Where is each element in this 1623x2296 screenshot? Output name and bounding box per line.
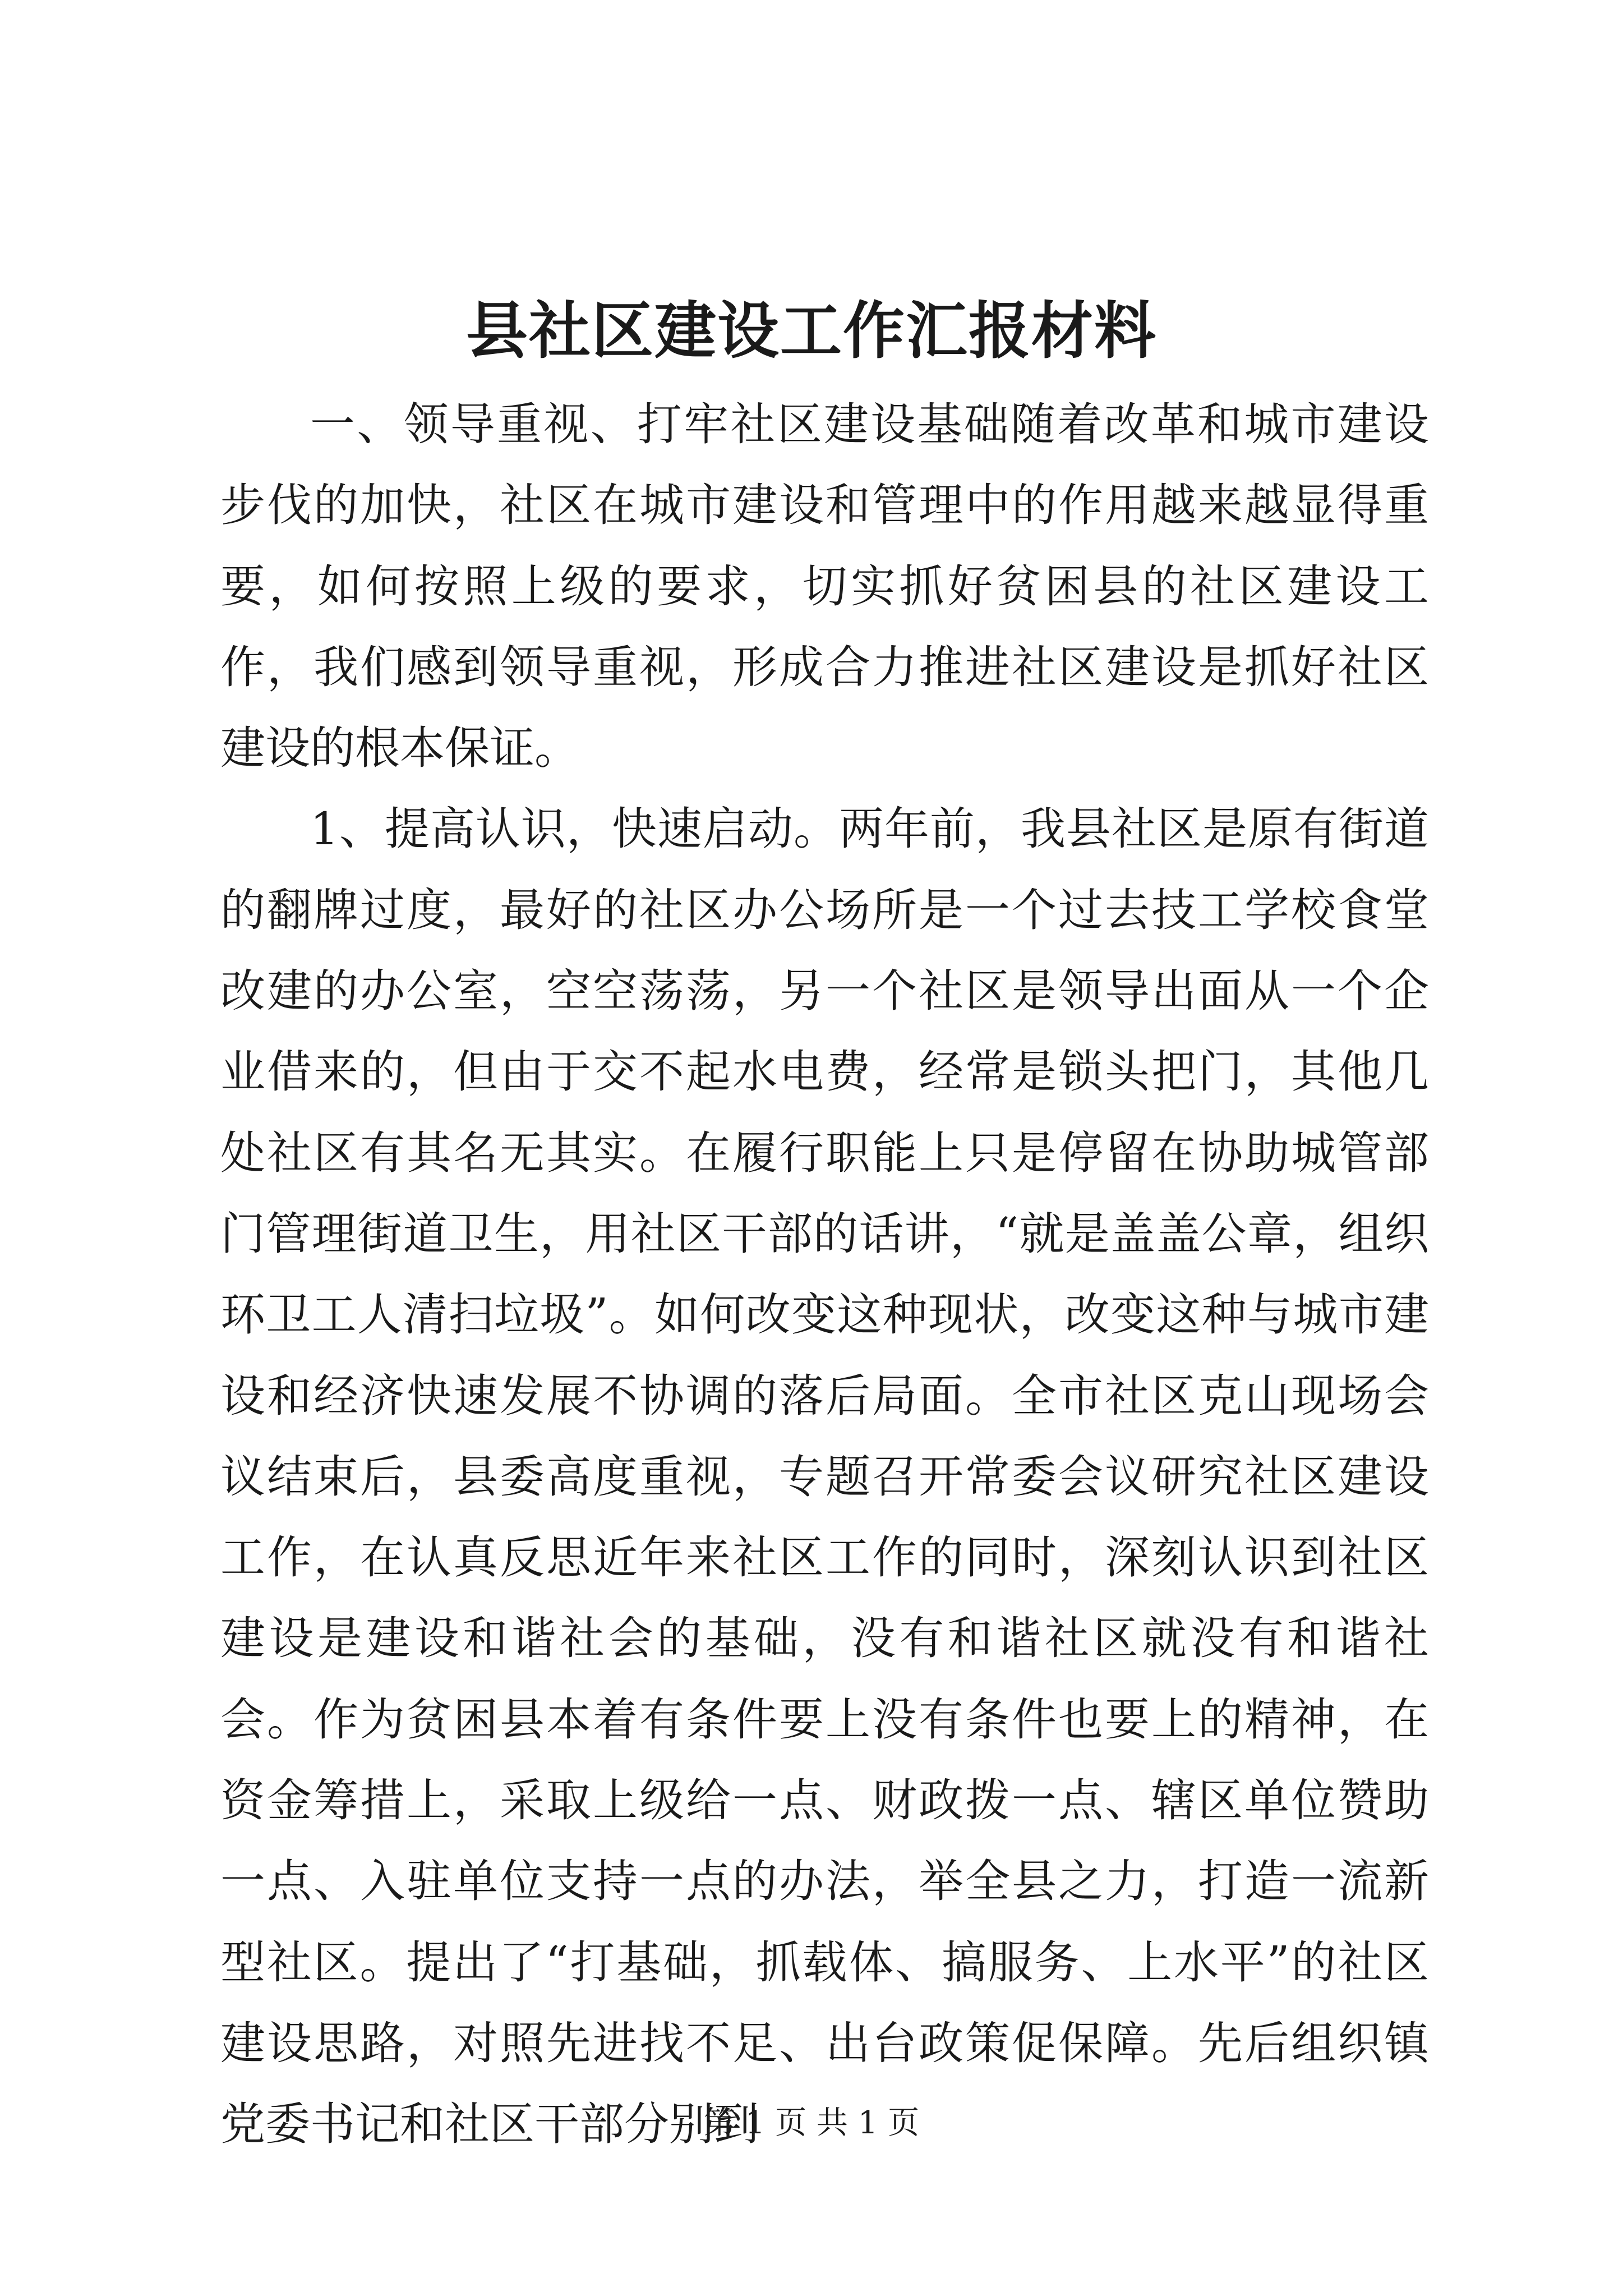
paragraph-2: 1、提高认识，快速启动。两年前，我县社区是原有街道的翻牌过度，最好的社区办公场所是一个过去技工学校食堂改建的办公室，空空荡荡，另一个社区是领导出面从一个企业借来的，但由于交不起水电费，经常是锁头把门，其他几处社区有其名无其实。在履行职能上只是停留在协助城管部门管理街道卫生，用社区干部的话讲，“就是盖盖公章，组织环卫工人清扫垃圾”。如何改变这种现状，改变这种与城市建设和经济快速发展不协调的落后局面。全市社区克山现场会议结束后，县委高度重视，专题召开常委会议研究社区建设工作，在认真反思近年来社区工作的同时，深刻认识到社区建设是建设和谐社会的基础，没有和谐社区就没有和谐社会。作为贫困县本着有条件要上没有条件也要上的精神，在资金筹措上，采取上级给一点、财政拨一点、辖区单位赞助一点、入驻单位支持一点的办法，举全县之力，打造一流新型社区。提出了“打基础，抓载体、搞服务、上水平”的社区建设思路，对照先进找不足、出台政策促保障。先后组织镇党委书记和社区干部分别到	[220, 803, 1429, 2151]
paragraph-1: 一、领导重视、打牢社区建设基础随着改革和城市建设步伐的加快，社区在城市建设和管理中的作用越来越显得重要，如何按照上级的要求，切实抓好贫困县的社区建设工作，我们感到领导重视，形成合力推进社区建设是抓好社区建设的根本保证。	[220, 398, 1429, 775]
document-title: 县社区建设工作汇报材料	[466, 295, 1157, 367]
document-body	[220, 384, 1429, 2165]
page-number-footer: 第 1 页 共 1 页	[703, 2105, 920, 2141]
